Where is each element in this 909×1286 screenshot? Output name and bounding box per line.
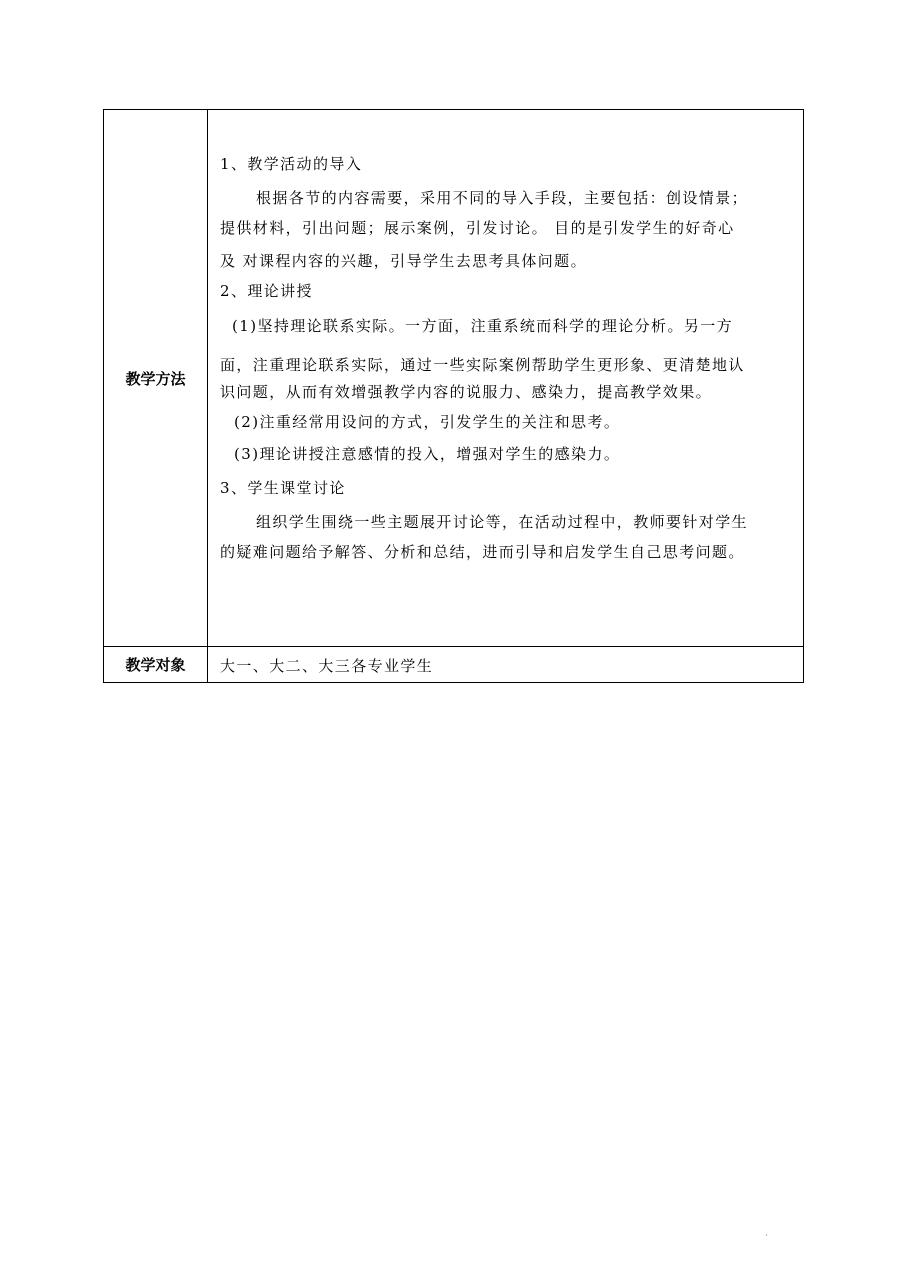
- teaching-target-content: [208, 646, 803, 682]
- teaching-method-label: 教学方法: [104, 110, 208, 646]
- page-mark: ': [766, 1234, 768, 1241]
- method-heading-discussion: 3、学生课堂讨论: [220, 479, 346, 497]
- method-paragraph-line: 及 对课程内容的兴趣，引导学生去思考具体问题。: [220, 252, 587, 270]
- method-paragraph-line: (2)注重经常用设问的方式，引发学生的关注和思考。: [234, 413, 621, 431]
- method-paragraph-line: 提供材料，引出问题；展示案例，引发讨论。 目的是引发学生的好奇心: [220, 219, 735, 237]
- teaching-target-row: [104, 646, 803, 682]
- method-paragraph-line: 识问题，从而有效增强教学内容的说服力、感染力，提高教学效果。: [220, 383, 713, 401]
- teaching-method-content: [208, 110, 803, 646]
- teaching-method-row: [104, 110, 803, 647]
- method-paragraph-line: 面，注重理论联系实际，通过一些实际案例帮助学生更形象、更清楚地认: [220, 356, 745, 374]
- method-paragraph-line: 的疑难问题给予解答、分析和总结，进而引导和启发学生自己思考问题。: [220, 543, 745, 561]
- method-paragraph-line: (1)坚持理论联系实际。一方面，注重系统而科学的理论分析。另一方: [232, 317, 734, 335]
- teaching-info-table: [103, 109, 804, 683]
- method-heading-intro: 1、教学活动的导入: [220, 155, 363, 173]
- teaching-target-value: 大一、大二、大三各专业学生: [220, 657, 434, 675]
- method-paragraph-line: 组织学生围绕一些主题展开讨论等，在活动过程中，教师要针对学生: [256, 513, 749, 531]
- method-paragraph-line: (3)理论讲授注意感情的投入，增强对学生的感染力。: [234, 445, 621, 463]
- method-heading-lecture: 2、理论讲授: [220, 282, 313, 300]
- method-paragraph-line: 根据各节的内容需要，采用不同的导入手段，主要包括：创设情景；: [256, 189, 749, 207]
- teaching-target-label: 教学对象: [104, 646, 208, 682]
